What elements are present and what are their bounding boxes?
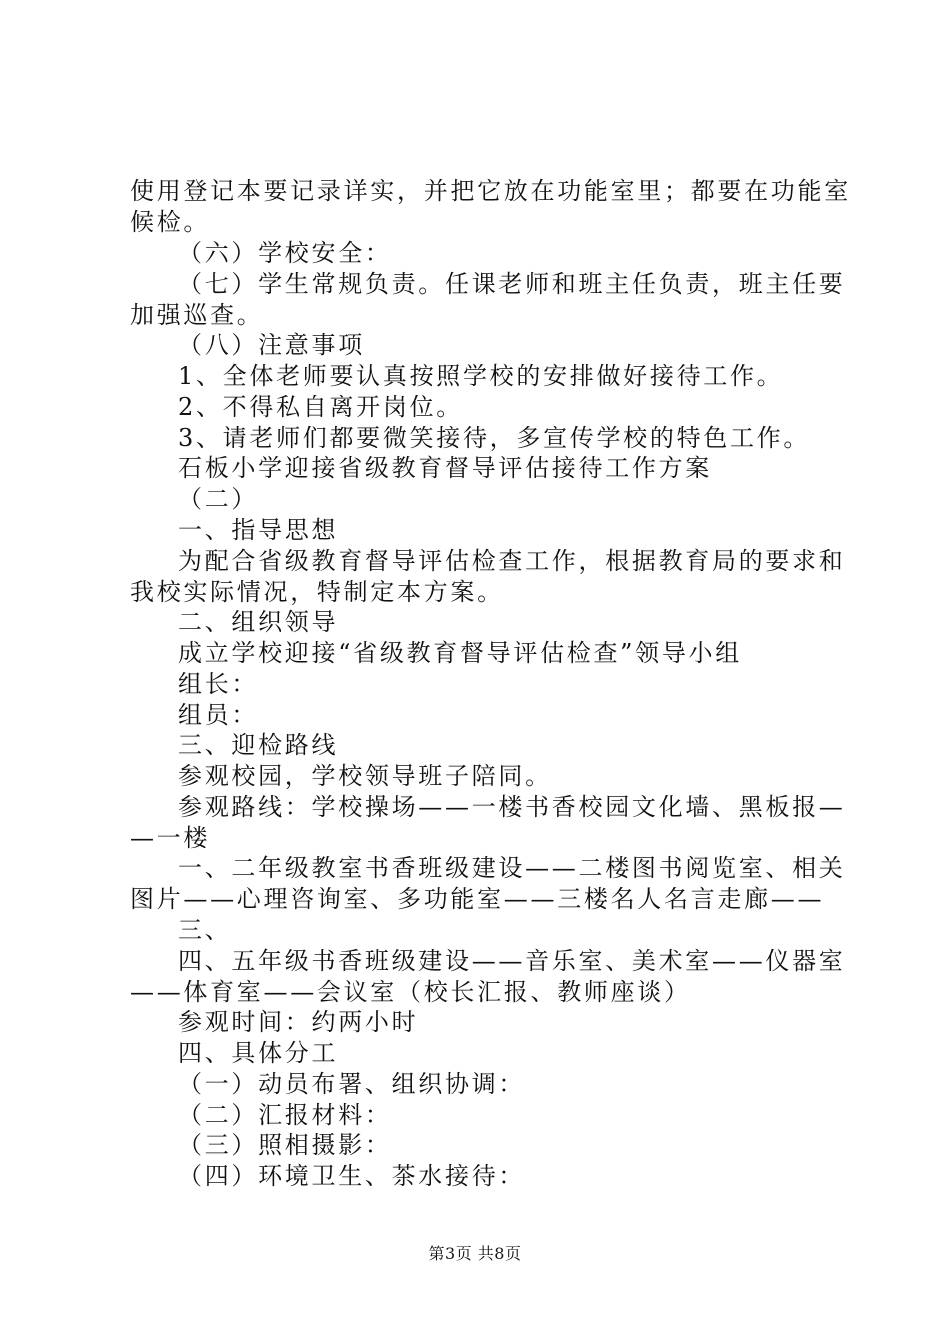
body-line-7: 1、全体老师要认真按照学校的安排做好接待工作。 bbox=[178, 362, 784, 390]
body-line-5: 加强巡查。 bbox=[130, 301, 264, 329]
body-line-14: 我校实际情况，特制定本方案。 bbox=[130, 578, 504, 606]
body-line-9: 3、请老师们都要微笑接待，多宣传学校的特色工作。 bbox=[178, 424, 811, 452]
body-line-1: 使用登记本要记录详实，并把它放在功能室里；都要在功能室 bbox=[130, 177, 851, 205]
body-line-10: 石板小学迎接省级教育督导评估接待工作方案 bbox=[178, 454, 712, 482]
body-line-28: 参观时间：约两小时 bbox=[178, 1008, 419, 1036]
body-line-27: ——体育室——会议室（校长汇报、教师座谈） bbox=[130, 978, 691, 1006]
body-line-31: （二）汇报材料： bbox=[178, 1101, 392, 1129]
body-line-12: 一、指导思想 bbox=[178, 516, 339, 544]
body-line-13: 为配合省级教育督导评估检查工作，根据教育局的要求和 bbox=[178, 547, 846, 575]
body-line-33: （四）环境卫生、茶水接待： bbox=[178, 1162, 526, 1190]
body-line-24: 图片——心理咨询室、多功能室——三楼名人名言走廊—— bbox=[130, 885, 825, 913]
body-line-25: 三、 bbox=[178, 916, 232, 944]
body-line-8: 2、不得私自离开岗位。 bbox=[178, 393, 463, 421]
body-line-19: 三、迎检路线 bbox=[178, 731, 339, 759]
body-line-21: 参观路线：学校操场——一楼书香校园文化墙、黑板报— bbox=[178, 793, 846, 821]
body-line-3: （六）学校安全： bbox=[178, 239, 392, 267]
page-footer: 第3页 共8页 bbox=[428, 1244, 522, 1263]
body-line-15: 二、组织领导 bbox=[178, 608, 339, 636]
body-line-17: 组长： bbox=[178, 670, 259, 698]
body-line-11: （二） bbox=[178, 485, 259, 513]
body-line-6: （八）注意事项 bbox=[178, 331, 365, 359]
body-line-16: 成立学校迎接“省级教育督导评估检查”领导小组 bbox=[178, 639, 742, 667]
body-line-29: 四、具体分工 bbox=[178, 1039, 339, 1067]
body-line-20: 参观校园，学校领导班子陪同。 bbox=[178, 762, 552, 790]
body-line-32: （三）照相摄影： bbox=[178, 1131, 392, 1159]
body-line-4: （七）学生常规负责。任课老师和班主任负责，班主任要 bbox=[178, 270, 846, 298]
body-line-18: 组员： bbox=[178, 701, 259, 729]
body-line-30: （一）动员布署、组织协调： bbox=[178, 1070, 526, 1098]
body-line-2: 候检。 bbox=[130, 208, 211, 236]
body-line-26: 四、五年级书香班级建设——音乐室、美术室——仪器室 bbox=[178, 947, 846, 975]
body-line-22: —一楼 bbox=[130, 824, 211, 852]
body-line-23: 一、二年级教室书香班级建设——二楼图书阅览室、相关 bbox=[178, 854, 846, 882]
